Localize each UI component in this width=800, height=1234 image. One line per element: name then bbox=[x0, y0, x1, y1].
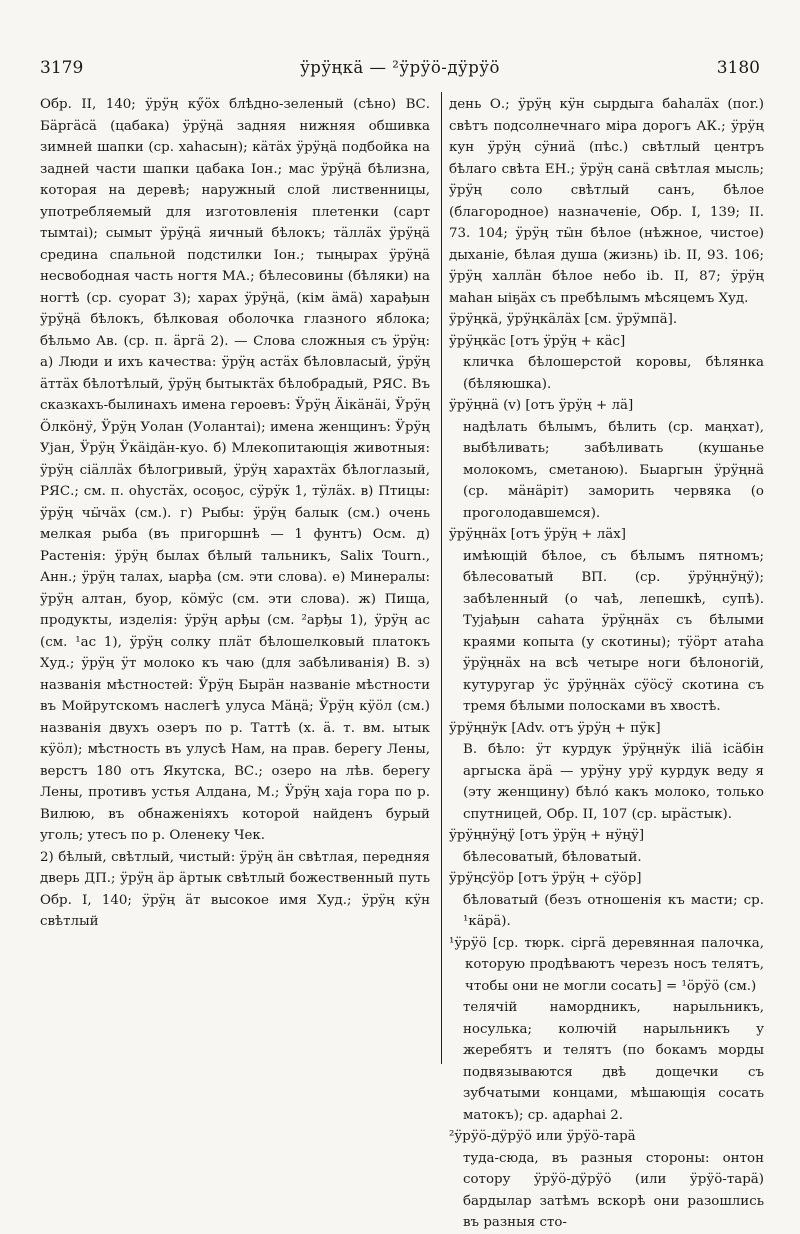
page-number-left: 3179 bbox=[40, 58, 84, 78]
running-title: ӱрӱңкӓ — ²ӱрӱӧ-дӱрӱӧ bbox=[300, 58, 500, 77]
entry-definition: бѣловатый (безъ отношенія къ масти; ср. ¹кӓрӓ). bbox=[463, 892, 764, 929]
entry-definition: телячій намордникъ, нарыльникъ, носулька; колючій нарыльникъ у жеребятъ и телятъ (по бокамъ морды подвязываются двѣ дощечки съ зубчатыми концами, мѣшающія сосать матокъ); ср. адарһаі 2. bbox=[463, 1000, 764, 1123]
entry-headword: ӱрӱңнӓ (v) [отъ ӱрӱң + лӓ] bbox=[449, 398, 634, 413]
entry-headword: ӱрӱңнӓх [отъ ӱрӱң + лӓх] bbox=[449, 527, 627, 542]
column-divider bbox=[441, 92, 442, 1064]
entry-headword: ²ӱрӱӧ-дӱрӱӧ или ӱрӱӧ-тарӓ bbox=[449, 1129, 636, 1144]
right-column bbox=[449, 94, 764, 1234]
entry-headword: ¹ӱрӱӧ [ср. тюрк. сіргӓ деревянная палочка, которую продѣваютъ черезъ носъ телятъ, чтобы они не могли сосать] = ¹ӧрӱӧ (см.) bbox=[449, 935, 764, 994]
entry-definition: надѣлать бѣлымъ, бѣлить (ср. маңхат), выбѣливать; забѣливать (кушанье молокомъ, сметаною). Быаргын ӱрӱңнӓ (ср. мӓнӓріт) заморить червяка (о проголодавшемся). bbox=[463, 419, 764, 521]
entry-headword: ӱрӱңнӱк [Adv. отъ ӱрӱң + пӱк] bbox=[449, 720, 661, 736]
entry-headword: ӱрӱңкӓ, ӱрӱңкӓлӓх [см. ӱрӱмпӓ]. bbox=[449, 312, 678, 327]
entry-definition: имѣющій бѣлое, съ бѣлымъ пятномъ; бѣлесоватый ВП. (ср. ӱрӱңнӱңӱ); забѣленный (о чаѣ, лепешкѣ, супѣ). Туjађын саһата ӱрӱңнӓх съ бѣлыми краями копыта (у скотины); тӱӧрт атаһа ӱрӱңнӓх на всѣ четыре ноги бѣлоногій, кутуругар ӱс ӱрӱңнӓх сӱӧсӱ скотина съ тремя бѣлыми полосками въ хвостѣ. bbox=[463, 548, 764, 714]
entry-headword: ӱрӱңнӱңӱ [отъ ӱрӱң + нӱңӱ] bbox=[449, 828, 645, 843]
entry-definition: туда-сюда, въ разныя стороны: онтон сотору ӱрӱӧ-дӱрӱӧ (или ӱрӱӧ-тарӓ) бардылар затѣмъ вскорѣ они разошлись въ разныя сто- bbox=[463, 1150, 764, 1230]
page-number-right: 3180 bbox=[716, 58, 760, 78]
entry-definition: В. бѣло: ӱт курдук ӱрӱңнӱк іlіӓ ісӓбін аргыска ӓрӓ — урӱну урӱ курдук веду я (эту женщину) бѣлó какъ молоко, только спутницей, Обр. II, 107 (ср. ырӓстык). bbox=[463, 742, 764, 822]
page-header bbox=[40, 58, 760, 84]
left-paragraph-1: Обр. II, 140; ӱрӱң кӳӧх блѣдно-зеленый (сѣно) ВС. Бӓргӓсӓ (цабака) ӱрӱңӓ задняя нижняя обшивка зимней шапки (ср. хаһасын); кӓтӓх ӱрӱңӓ подбойка на задней части шапки цабака Іон.; мас ӱрӱңӓ бѣлизна, которая на деревѣ; наружный слой лиственницы, употребляемый для изготовленія плетенки (сарт тымтаі); сымыт ӱрӱңӓ яичный бѣлокъ; тӓллӓх ӱрӱңӓ срединa спальной подстилки Іон.; тыңырах ӱрӱңӓ несвободная часть ногтя МА.; бѣлесовины (бѣляки) на ногтѣ (ср. суорат 3); харах ӱрӱңӓ, (кім ӓмӓ) харађын ӱрӱңӓ бѣлокъ, бѣлковая оболочка глазного яблока; бѣльмо Ав. (ср. п. ӓргӓ 2). — Слова сложныя съ ӱрӱң: а) Люди и ихъ качества: ӱрӱң астӓх бѣловласый, ӱрӱң ӓттӓх бѣлотѣлый, ӱрӱң бытыктӓх бѣлобрадый, РЯС. Въ сказкахъ-былинахъ имена героевъ: Ӱрӱң Ӓікӓнӓі, Ӱрӱң Ӧлкӧнӱ, Ӱрӱң Уолан (Уолантаі); имена женщинъ: Ӱрӱң Уjан, Ӱрӱң Ӱкӓідӓн-куо. б) Млекопитающія животныя: ӱрӱң сіӓллӓх бѣлогривый, ӱрӱң харахтӓх бѣлоглазый, РЯС.; см. п. оһустӓх, осоҕос, сӱрӱк 1, тӱлӓх. в) Птицы: ӱрӱң чӹчӓх (см.). г) Рыбы: ӱрӱң балык (см.) очень мелкая рыба (въ пригоршнѣ — 1 фунтъ) Осм. д) Растенія: ӱрӱң былах бѣлый тальникъ, Salix Tourn., Анн.; ӱрӱң талах, ыарђа (см. эти слова). е) Минералы: ӱрӱң алтан, буор, кӧмӱс (см. эти слова). ж) Пища, продукты, изделія: ӱрӱң арђы (см. ²арђы 1), ӱрӱң ас (см. ¹ас 1), ӱрӱң солку плӓт бѣлошелковый платокъ Худ.; ӱрӱң ӱт молоко къ чаю (для забѣливанія) В. з) названія мѣстностей: Ӱрӱң Бырӓн названіе мѣстности въ Мойрутскомъ наслегѣ улуса Мӓңӓ; Ӱрӱң кӱӧл (см.) названія двухъ озеръ по р. Таттѣ (х. ӓ. т. вм. ытык кӱӧл); мѣстность въ улусѣ Нам, на прав. берегу Лены, верстъ 180 отъ Якутска, ВС.; озеро на лѣв. берегу Лены, противъ устья Алдана, М.; Ӱрӱң хаjа гора по р. Вилюю, въ обнаженіяхъ которой найденъ бурый уголь; утесъ по р. Оленеку Чек. bbox=[40, 97, 430, 843]
left-paragraph-2: 2) бѣлый, свѣтлый, чистый: ӱрӱң ӓн свѣтлая, передняя дверь ДП.; ӱрӱң ӓр ӓртык свѣтлый божественный путь Обр. I, 140; ӱрӱң ӓт высокое имя Худ.; ӱрӱң кӱн свѣтлый bbox=[40, 849, 430, 929]
left-column bbox=[40, 94, 430, 933]
entry-headword: ӱрӱңкӓс [отъ ӱрӱң + кӓс] bbox=[449, 333, 626, 349]
entry-definition: кличка бѣлошерстой коровы, бѣлянка (бѣляюшка). bbox=[463, 355, 764, 392]
entry-headword: ӱрӱңсӱӧр [отъ ӱрӱң + сӱӧр] bbox=[449, 871, 642, 886]
entry-definition: бѣлесоватый, бѣловатый. bbox=[463, 849, 642, 865]
right-paragraph-1: день О.; ӱрӱң кӱн сырдыга баһалӓх (поr.) свѣтъ подсолнечнаго міра дорогъ АК.; ӱрӱң кун ӱрӱң сӱниӓ (пѣс.) свѣтлый центръ бѣлаго свѣта ЕН.; ӱрӱң санӓ свѣтлая мысль; ӱрӱң соло свѣтлый санъ, бѣлое (благородное) назначеніе, Обр. I, 139; II. 73. 104; ӱрӱң тӹн бѣлое (нѣжное, чистое) дыханіе, бѣлая душа (жизнь) ib. II, 93. 106; ӱрӱң халлӓн бѣлое небо ib. II, 87; ӱрӱң маһан ыіҕӓх съ пребѣлымъ мѣсяцемъ Худ. bbox=[449, 97, 764, 306]
